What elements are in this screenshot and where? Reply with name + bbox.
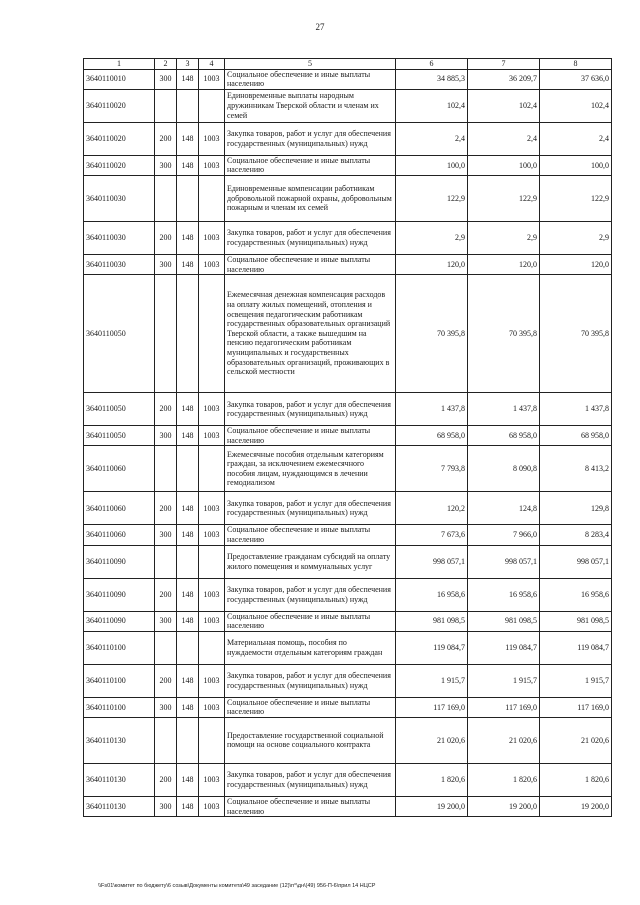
file-path-footer: \\Fs01\комитет по бюджету\6 созыв\Документы комитета\49 заседание (12)\п°\дн\(49) 956-П-6\прил 14 НЦСР (98, 883, 376, 889)
row-c2: 300 (155, 525, 177, 545)
row-c4 (199, 89, 225, 122)
row-description: Социальное обеспечение и иные выплаты населению (225, 155, 396, 175)
row-value-8: 129,8 (540, 492, 612, 525)
row-value-7: 981 098,5 (468, 611, 540, 631)
row-value-7: 120,0 (468, 254, 540, 274)
row-c2: 200 (155, 393, 177, 426)
row-c2: 300 (155, 426, 177, 446)
row-c2: 300 (155, 697, 177, 717)
row-c4: 1003 (199, 393, 225, 426)
column-header: 1 (84, 59, 155, 70)
row-value-6: 7 793,8 (396, 446, 468, 492)
row-c4 (199, 545, 225, 578)
row-c2 (155, 545, 177, 578)
table-row (84, 275, 612, 393)
row-c2: 300 (155, 69, 177, 89)
row-value-6: 981 098,5 (396, 611, 468, 631)
row-value-8: 8 413,2 (540, 446, 612, 492)
row-value-6: 102,4 (396, 89, 468, 122)
row-c4: 1003 (199, 796, 225, 816)
row-value-6: 122,9 (396, 175, 468, 221)
row-value-7: 19 200,0 (468, 796, 540, 816)
row-code: 3640110060 (84, 525, 155, 545)
table-row (84, 763, 612, 796)
table-row (84, 393, 612, 426)
row-c2: 200 (155, 664, 177, 697)
table-row (84, 175, 612, 221)
row-c3: 148 (177, 763, 199, 796)
row-description: Закупка товаров, работ и услуг для обеспечения государственных (муниципальных) нужд (225, 492, 396, 525)
table-row (84, 69, 612, 89)
row-c3: 148 (177, 426, 199, 446)
row-c4: 1003 (199, 221, 225, 254)
row-value-6: 16 958,6 (396, 578, 468, 611)
row-value-7: 36 209,7 (468, 69, 540, 89)
row-value-8: 1 915,7 (540, 664, 612, 697)
row-code: 3640110010 (84, 69, 155, 89)
row-value-8: 100,0 (540, 155, 612, 175)
row-code: 3640110100 (84, 664, 155, 697)
table-row (84, 796, 612, 816)
row-value-6: 1 915,7 (396, 664, 468, 697)
row-value-6: 119 084,7 (396, 631, 468, 664)
row-c2: 200 (155, 578, 177, 611)
row-c3: 148 (177, 611, 199, 631)
row-value-7: 8 090,8 (468, 446, 540, 492)
table-row (84, 664, 612, 697)
table-row (84, 254, 612, 274)
row-value-6: 34 885,3 (396, 69, 468, 89)
row-value-8: 2,9 (540, 221, 612, 254)
table-row (84, 122, 612, 155)
row-value-7: 100,0 (468, 155, 540, 175)
row-c3: 148 (177, 697, 199, 717)
row-value-8: 70 395,8 (540, 275, 612, 393)
row-value-7: 7 966,0 (468, 525, 540, 545)
row-code: 3640110130 (84, 763, 155, 796)
row-value-7: 1 437,8 (468, 393, 540, 426)
row-c2 (155, 275, 177, 393)
row-c3: 148 (177, 664, 199, 697)
row-value-6: 1 437,8 (396, 393, 468, 426)
row-code: 3640110050 (84, 275, 155, 393)
page-number: 27 (315, 22, 325, 32)
row-c2: 200 (155, 122, 177, 155)
table-row (84, 525, 612, 545)
row-code: 3640110090 (84, 611, 155, 631)
table-row (84, 426, 612, 446)
row-description: Социальное обеспечение и иные выплаты населению (225, 697, 396, 717)
row-description: Социальное обеспечение и иные выплаты населению (225, 69, 396, 89)
row-c4: 1003 (199, 492, 225, 525)
row-description: Закупка товаров, работ и услуг для обеспечения государственных (муниципальных) нужд (225, 393, 396, 426)
row-description: Закупка товаров, работ и услуг для обеспечения государственных (муниципальных) нужд (225, 763, 396, 796)
row-description: Закупка товаров, работ и услуг для обеспечения государственных (муниципальных) нужд (225, 122, 396, 155)
row-value-6: 100,0 (396, 155, 468, 175)
row-c4: 1003 (199, 697, 225, 717)
row-value-8: 2,4 (540, 122, 612, 155)
row-description: Ежемесячная денежная компенсация расходов на оплату жилых помещений, отопления и освещения педагогическим работникам государственных образовательных организаций Тверской области, а также вышедшим на пенсию педагогическим работникам муниципальных и государственных образовательных организаций, проживающих в сельской местности (225, 275, 396, 393)
row-description: Закупка товаров, работ и услуг для обеспечения государственных (муниципальных) нужд (225, 578, 396, 611)
row-code: 3640110020 (84, 155, 155, 175)
row-value-6: 21 020,6 (396, 717, 468, 763)
row-code: 3640110030 (84, 254, 155, 274)
row-value-7: 122,9 (468, 175, 540, 221)
row-c3: 148 (177, 69, 199, 89)
row-c3 (177, 175, 199, 221)
row-c4 (199, 446, 225, 492)
row-c4: 1003 (199, 254, 225, 274)
row-value-7: 16 958,6 (468, 578, 540, 611)
table-row (84, 631, 612, 664)
row-value-6: 2,9 (396, 221, 468, 254)
row-value-8: 1 437,8 (540, 393, 612, 426)
row-c4 (199, 275, 225, 393)
row-value-7: 2,4 (468, 122, 540, 155)
row-description: Социальное обеспечение и иные выплаты населению (225, 525, 396, 545)
row-c2: 200 (155, 492, 177, 525)
row-description: Единовременные компенсации работникам добровольной пожарной охраны, добровольным пожарным и членам их семей (225, 175, 396, 221)
row-value-8: 8 283,4 (540, 525, 612, 545)
column-header: 3 (177, 59, 199, 70)
row-description: Закупка товаров, работ и услуг для обеспечения государственных (муниципальных) нужд (225, 221, 396, 254)
row-code: 3640110100 (84, 697, 155, 717)
row-c2: 300 (155, 155, 177, 175)
row-value-8: 981 098,5 (540, 611, 612, 631)
row-c2 (155, 717, 177, 763)
column-header: 4 (199, 59, 225, 70)
row-c2: 300 (155, 254, 177, 274)
row-description: Закупка товаров, работ и услуг для обеспечения государственных (муниципальных) нужд (225, 664, 396, 697)
row-c4 (199, 631, 225, 664)
row-c2 (155, 89, 177, 122)
row-code: 3640110030 (84, 175, 155, 221)
row-description: Социальное обеспечение и иные выплаты населению (225, 254, 396, 274)
column-header: 6 (396, 59, 468, 70)
row-code: 3640110020 (84, 89, 155, 122)
column-header: 2 (155, 59, 177, 70)
row-description: Предоставление гражданам субсидий на оплату жилого помещения и коммунальных услуг (225, 545, 396, 578)
row-value-8: 21 020,6 (540, 717, 612, 763)
row-value-7: 119 084,7 (468, 631, 540, 664)
row-code: 3640110100 (84, 631, 155, 664)
row-value-6: 998 057,1 (396, 545, 468, 578)
row-code: 3640110060 (84, 446, 155, 492)
row-value-7: 1 820,6 (468, 763, 540, 796)
budget-table (83, 58, 612, 817)
row-value-7: 21 020,6 (468, 717, 540, 763)
row-value-7: 102,4 (468, 89, 540, 122)
row-value-8: 102,4 (540, 89, 612, 122)
row-c4: 1003 (199, 664, 225, 697)
row-c3: 148 (177, 578, 199, 611)
row-description: Единовременные выплаты народным дружинникам Тверской области и членам их семей (225, 89, 396, 122)
row-c2 (155, 175, 177, 221)
row-c4: 1003 (199, 69, 225, 89)
row-value-7: 1 915,7 (468, 664, 540, 697)
row-c4 (199, 717, 225, 763)
row-value-7: 68 958,0 (468, 426, 540, 446)
row-c2: 300 (155, 796, 177, 816)
table-row (84, 578, 612, 611)
row-c3 (177, 275, 199, 393)
row-c4: 1003 (199, 426, 225, 446)
row-value-6: 2,4 (396, 122, 468, 155)
row-value-7: 70 395,8 (468, 275, 540, 393)
row-value-7: 117 169,0 (468, 697, 540, 717)
row-c3 (177, 545, 199, 578)
row-value-8: 37 636,0 (540, 69, 612, 89)
table-row (84, 89, 612, 122)
row-c3: 148 (177, 155, 199, 175)
row-c3 (177, 446, 199, 492)
table-row (84, 155, 612, 175)
row-c3 (177, 717, 199, 763)
row-code: 3640110130 (84, 796, 155, 816)
row-value-8: 120,0 (540, 254, 612, 274)
row-value-6: 1 820,6 (396, 763, 468, 796)
row-c4: 1003 (199, 155, 225, 175)
row-value-8: 119 084,7 (540, 631, 612, 664)
row-c2 (155, 631, 177, 664)
row-c4: 1003 (199, 578, 225, 611)
row-code: 3640110050 (84, 393, 155, 426)
table-row (84, 446, 612, 492)
row-c4: 1003 (199, 122, 225, 155)
row-c3: 148 (177, 122, 199, 155)
table-row (84, 221, 612, 254)
row-value-8: 122,9 (540, 175, 612, 221)
row-c4: 1003 (199, 763, 225, 796)
row-description: Социальное обеспечение и иные выплаты населению (225, 611, 396, 631)
row-value-6: 120,0 (396, 254, 468, 274)
row-c3 (177, 89, 199, 122)
row-c3: 148 (177, 525, 199, 545)
row-code: 3640110030 (84, 221, 155, 254)
column-header: 7 (468, 59, 540, 70)
row-value-8: 1 820,6 (540, 763, 612, 796)
table-row (84, 545, 612, 578)
row-value-6: 19 200,0 (396, 796, 468, 816)
row-c4: 1003 (199, 525, 225, 545)
table-row (84, 717, 612, 763)
row-value-8: 19 200,0 (540, 796, 612, 816)
row-code: 3640110130 (84, 717, 155, 763)
row-value-7: 2,9 (468, 221, 540, 254)
row-description: Ежемесячные пособия отдельным категориям граждан, за исключением ежемесячного пособия лицам, нуждающимся в лечении гемодиализом (225, 446, 396, 492)
row-value-8: 998 057,1 (540, 545, 612, 578)
row-c3: 148 (177, 796, 199, 816)
row-code: 3640110090 (84, 545, 155, 578)
row-c3: 148 (177, 221, 199, 254)
column-header: 8 (540, 59, 612, 70)
row-value-6: 68 958,0 (396, 426, 468, 446)
row-value-6: 7 673,6 (396, 525, 468, 545)
row-c3 (177, 631, 199, 664)
row-value-7: 998 057,1 (468, 545, 540, 578)
row-c2 (155, 446, 177, 492)
row-c2: 200 (155, 763, 177, 796)
row-value-8: 117 169,0 (540, 697, 612, 717)
row-c2: 300 (155, 611, 177, 631)
row-description: Социальное обеспечение и иные выплаты населению (225, 796, 396, 816)
row-c3: 148 (177, 393, 199, 426)
table-row (84, 611, 612, 631)
row-c3: 148 (177, 492, 199, 525)
row-value-8: 68 958,0 (540, 426, 612, 446)
row-value-8: 16 958,6 (540, 578, 612, 611)
row-code: 3640110060 (84, 492, 155, 525)
row-c4: 1003 (199, 611, 225, 631)
row-description: Социальное обеспечение и иные выплаты населению (225, 426, 396, 446)
row-code: 3640110050 (84, 426, 155, 446)
row-value-6: 117 169,0 (396, 697, 468, 717)
row-c3: 148 (177, 254, 199, 274)
row-code: 3640110020 (84, 122, 155, 155)
row-c4 (199, 175, 225, 221)
row-value-6: 70 395,8 (396, 275, 468, 393)
row-code: 3640110090 (84, 578, 155, 611)
table-row (84, 492, 612, 525)
row-description: Материальная помощь, пособия по нуждаемости отдельным категориям граждан (225, 631, 396, 664)
row-c2: 200 (155, 221, 177, 254)
header-row (84, 59, 612, 70)
row-value-7: 124,8 (468, 492, 540, 525)
row-description: Предоставление государственной социальной помощи на основе социального контракта (225, 717, 396, 763)
row-value-6: 120,2 (396, 492, 468, 525)
column-header: 5 (225, 59, 396, 70)
table-row (84, 697, 612, 717)
